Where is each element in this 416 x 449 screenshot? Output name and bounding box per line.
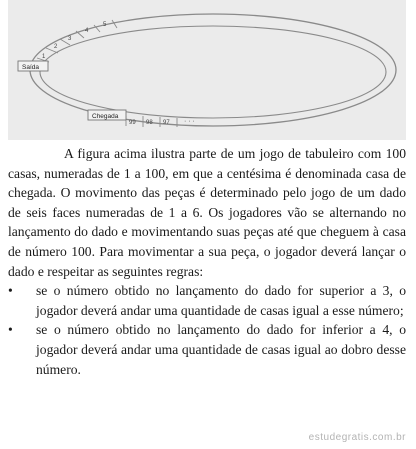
bullet-icon: • — [8, 283, 13, 299]
cell-98: 98 — [146, 120, 153, 126]
cell-1: 1 — [42, 54, 46, 60]
rule-text: se o número obtido no lançamento do dado for superior a 3, o jogador deverá andar uma quantidade de casas igual a esse número; — [36, 283, 406, 318]
cell-5: 5 — [103, 22, 107, 28]
start-label: Saída — [22, 64, 39, 71]
question-text — [8, 144, 406, 379]
cell-2: 2 — [54, 44, 58, 50]
cells-ellipsis: · · · — [184, 118, 195, 125]
track-inner-edge — [40, 26, 386, 118]
board-figure — [8, 0, 406, 140]
rule-item — [8, 281, 406, 320]
rules-list — [8, 281, 406, 379]
cell-3: 3 — [68, 36, 72, 42]
rule-item — [8, 320, 406, 379]
bullet-icon: • — [8, 322, 13, 338]
intro-paragraph: A figura acima ilustra parte de um jogo de tabuleiro com 100 casas, numeradas de 1 a 100, em que a centésima é denominada casa de chegada. O movimento das peças é determinado pelo jogo de um dado de seis faces numeradas de 1 a 6. Os jogadores vão se alternando no lançamento do dado e movimentando suas peças até que cheguem à casa de número 100. Para movimentar a sua peça, o jogador deverá lançar o dado e respeitar as seguintes regras: — [8, 146, 406, 279]
finish-label: Chegada — [92, 113, 119, 120]
rule-text: se o número obtido no lançamento do dado for inferior a 4, o jogador deverá andar uma quantidade de casas igual ao dobro desse número. — [36, 322, 406, 377]
cell-99: 99 — [129, 120, 136, 126]
watermark: estudegratis.com.br — [308, 432, 406, 443]
cell-97: 97 — [163, 120, 170, 126]
board-track — [8, 0, 406, 140]
cell-4: 4 — [85, 28, 89, 34]
